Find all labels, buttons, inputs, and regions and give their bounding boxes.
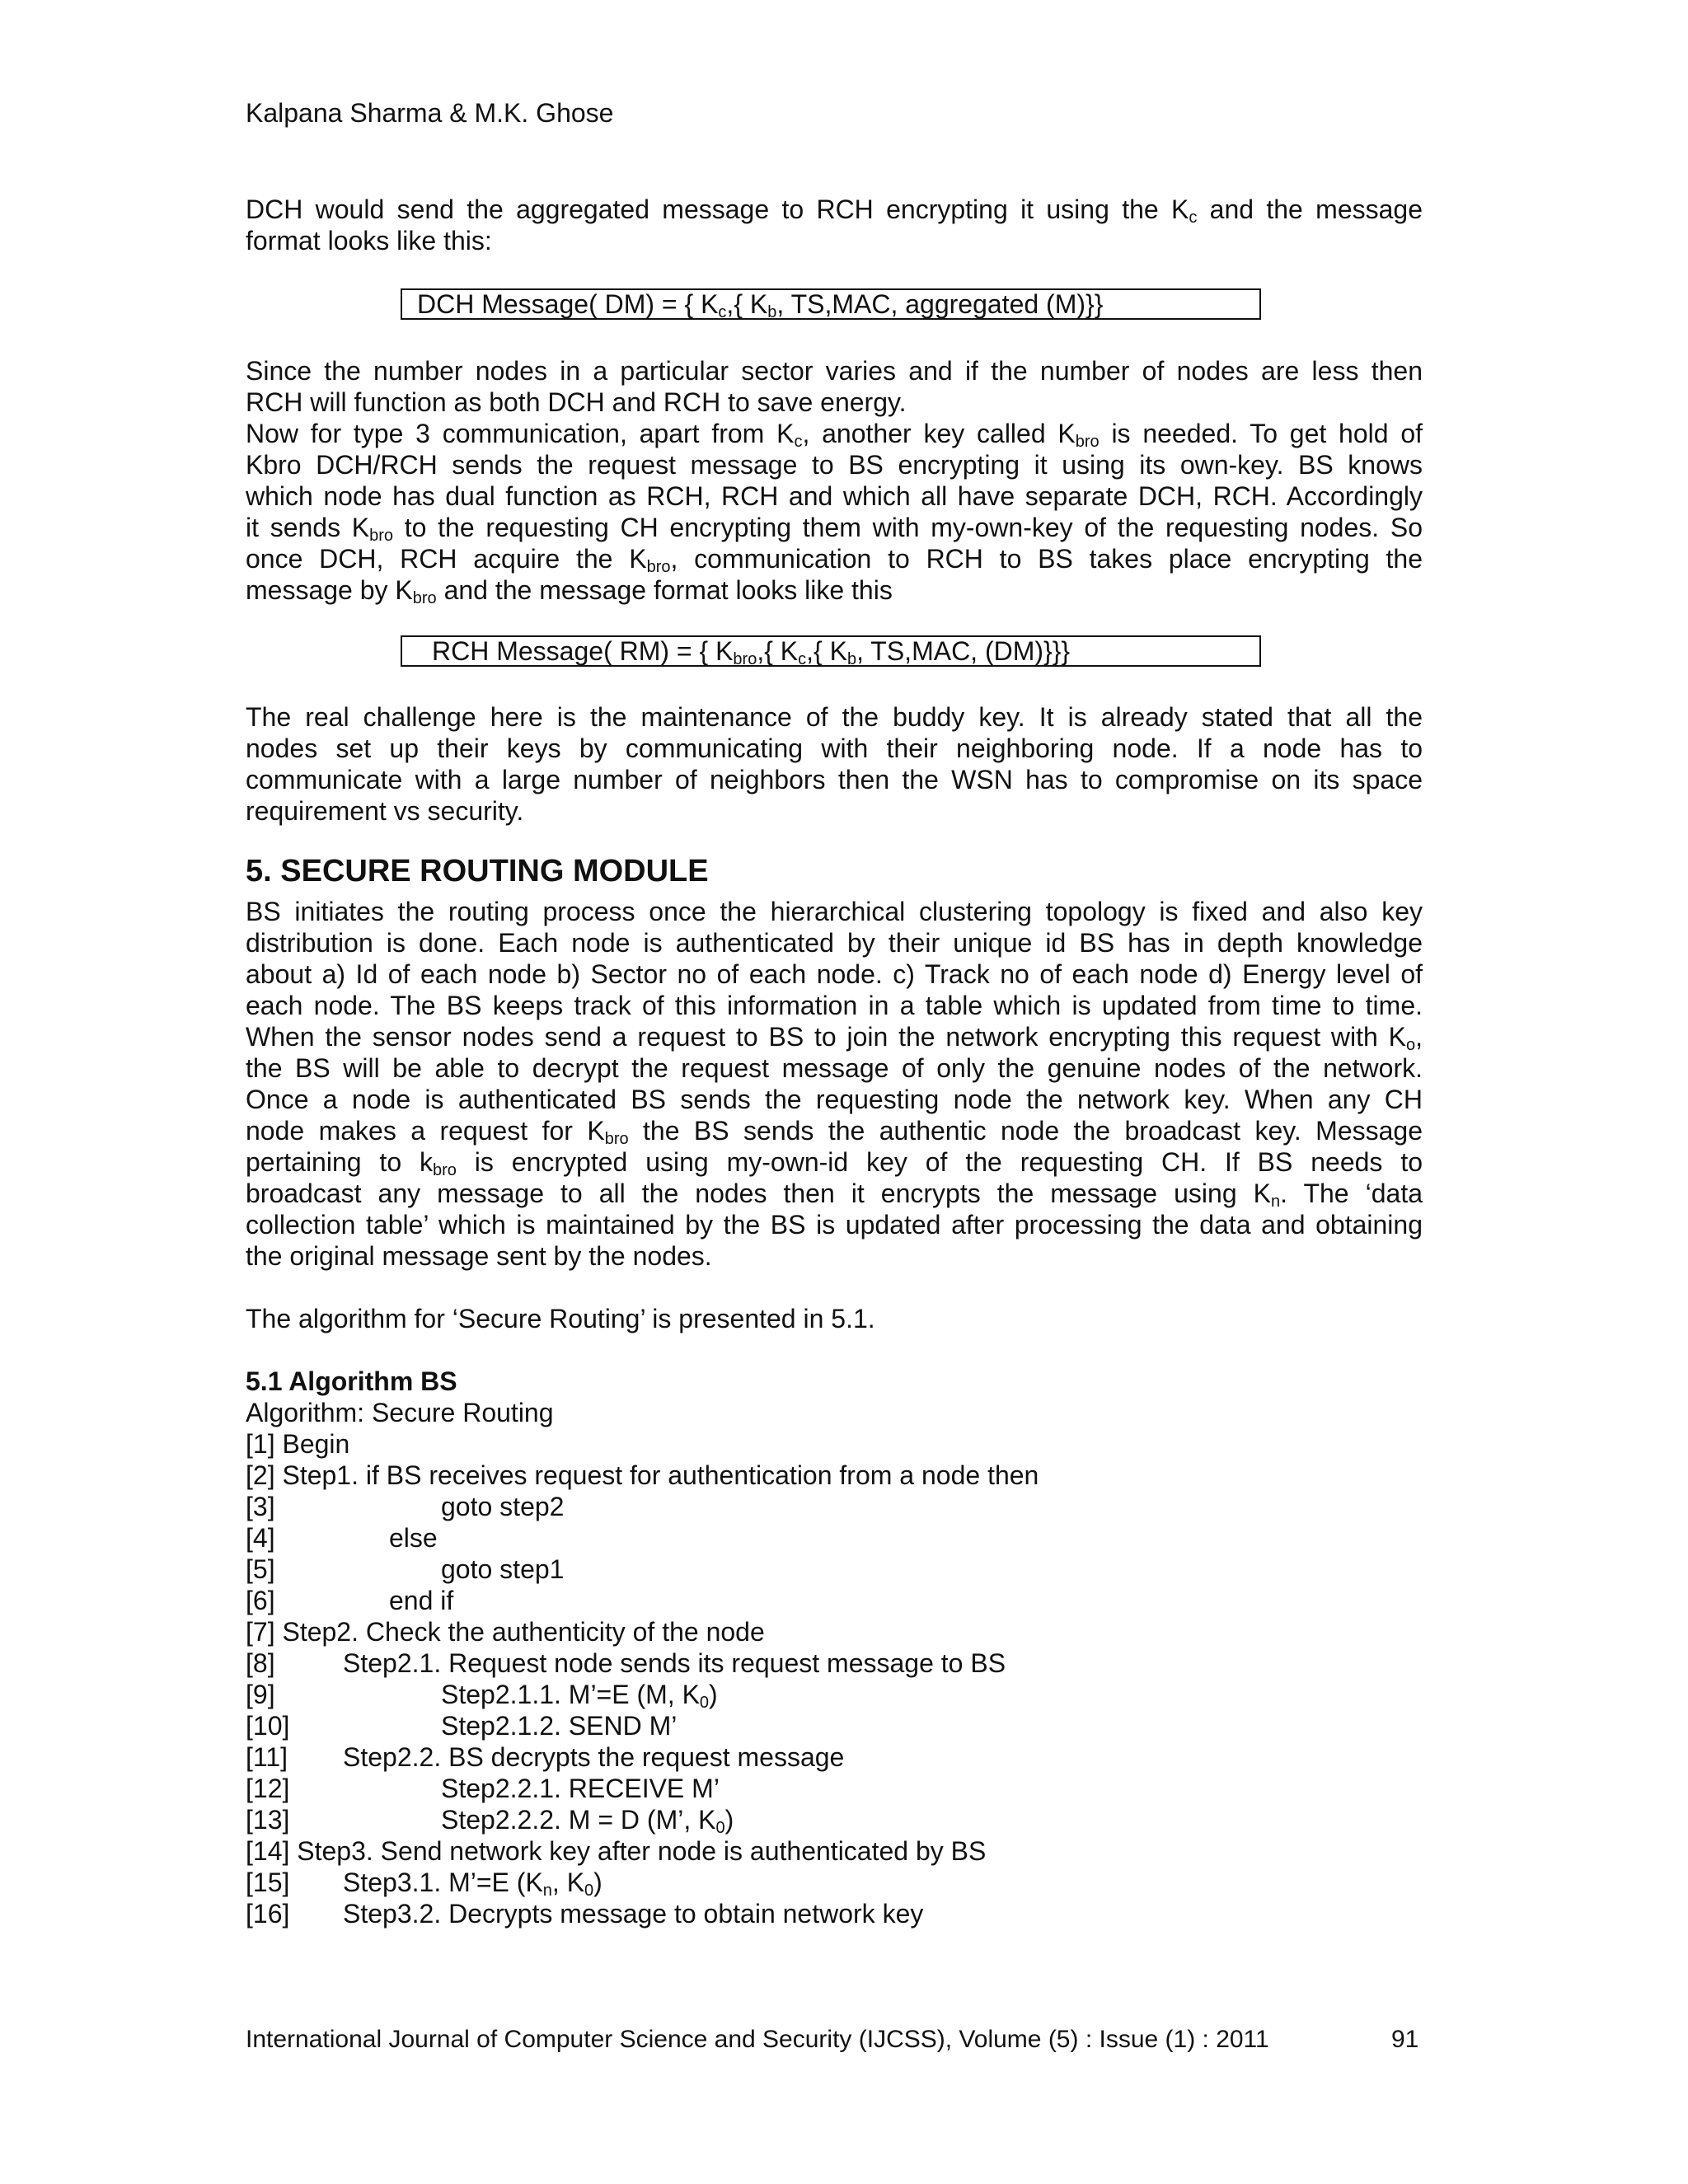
paragraph-line: each node. The BS keeps track of this information in a table which is updated from time to time. <box>246 991 1423 1020</box>
paragraph-line: communicate with a large number of neighbors then the WSN has to compromise on its space <box>246 765 1423 794</box>
paragraph-line: about a) Id of each node b) Sector no of each node. c) Track no of each node d) Energy level of <box>246 959 1423 989</box>
algorithm-line: Step2.2. BS decrypts the request message <box>343 1742 845 1772</box>
algorithm-line: [14] Step3. Send network key after node is authenticated by BS <box>246 1836 987 1866</box>
line-number: [4] <box>246 1523 275 1553</box>
line-number: [9] <box>246 1680 275 1709</box>
line-number: [11] <box>246 1742 288 1772</box>
paragraph-line: Since the number nodes in a particular sector varies and if the number of nodes are less then <box>246 356 1423 386</box>
algorithm-line: Step2.2.2. M = D (M’, $K_0$) <box>441 1805 734 1837</box>
line-number: [3] <box>246 1492 275 1521</box>
algorithm-line: [2] Step1. if BS receives request for authentication from a node then <box>246 1460 1039 1490</box>
algorithm-line: goto step1 <box>441 1554 565 1584</box>
algorithm-line: else <box>389 1523 438 1553</box>
paragraph-line: message by $K_{bro}$ and the message format looks like this <box>246 575 893 607</box>
algorithm-line: end if <box>389 1586 454 1615</box>
paragraph-line: format looks like this: <box>246 226 492 255</box>
paragraph-line: nodes set up their keys by communicating with their neighboring node. If a node has to <box>246 733 1423 763</box>
paragraph-line: distribution is done. Each node is authenticated by their unique id BS has in depth knowledge <box>246 928 1423 958</box>
paragraph-line: once DCH, RCH acquire the $K_{bro}$, communication to RCH to BS takes place encrypting the <box>246 544 1423 576</box>
paragraph-line: pertaining to $k_{bro}$ is encrypted using my-own-id key of the requesting CH. If BS needs to <box>246 1147 1423 1179</box>
paragraph-line: BS initiates the routing process once the hierarchical clustering topology is fixed and also key <box>246 897 1423 926</box>
paragraph-line: Now for type 3 communication, apart from $K_c$, another key called $K_{bro}$ is needed. To get hold of <box>246 419 1423 451</box>
paragraph-line: Kbro DCH/RCH sends the request message to BS encrypting it using its own-key. BS knows <box>246 450 1423 480</box>
algorithm-line: goto step2 <box>441 1492 565 1521</box>
algorithm-line: Step2.1.1. M’=E (M, $K_0$) <box>441 1680 718 1712</box>
paragraph-line: the BS will be able to decrypt the request message of only the genuine nodes of the network. <box>246 1053 1423 1083</box>
algorithm-line: Step3.1. M’=E ($K_n$, $K_0$) <box>343 1868 603 1900</box>
paragraph-line: the original message sent by the nodes. <box>246 1241 712 1271</box>
paragraph-line: broadcast any message to all the nodes then it encrypts the message using $K_n$. The ‘data <box>246 1179 1423 1211</box>
line-number: [13] <box>246 1805 290 1835</box>
line-number: [15] <box>246 1868 290 1897</box>
algorithm-line: Step2.1. Request node sends its request message to BS <box>343 1648 1006 1678</box>
paragraph-line: The algorithm for ‘Secure Routing’ is presented in 5.1. <box>246 1304 875 1333</box>
paragraph-line: which node has dual function as RCH, RCH and which all have separate DCH, RCH. Accordingly <box>246 481 1423 511</box>
line-number: [10] <box>246 1711 290 1741</box>
running-header: Kalpana Sharma & M.K. Ghose <box>246 98 614 128</box>
line-number: [6] <box>246 1586 275 1615</box>
algorithm-title: Algorithm: Secure Routing <box>246 1398 554 1427</box>
paragraph-line: requirement vs security. <box>246 796 524 826</box>
footer-journal: International Journal of Computer Science and Security (IJCSS), Volume (5) : Issue (1) : 2011 <box>246 2026 1269 2053</box>
page-number: 91 <box>1391 2026 1419 2053</box>
paragraph-line: node makes a request for $K_{bro}$ the BS sends the authentic node the broadcast key. Message <box>246 1116 1423 1148</box>
paragraph-line: RCH will function as both DCH and RCH to save energy. <box>246 387 907 417</box>
line-number: [16] <box>246 1899 290 1929</box>
rch-message-format-box: RCH Message( RM) = { $K_{bro}$,{ $K_c$,{ $K_b$, TS,MAC, (DM)}}} <box>401 635 1261 667</box>
paragraph-line: Once a node is authenticated BS sends the requesting node the network key. When any CH <box>246 1085 1423 1114</box>
paragraph-line: DCH would send the aggregated message to RCH encrypting it using the $K_c$ and the message <box>246 194 1423 227</box>
algorithm-line: Step2.1.2. SEND M’ <box>441 1711 678 1741</box>
subsection-heading: 5.1 Algorithm BS <box>246 1366 457 1396</box>
section-heading: 5. SECURE ROUTING MODULE <box>246 854 709 888</box>
paragraph-line: When the sensor nodes send a request to BS to join the network encrypting this request with $K_o$, <box>246 1022 1423 1054</box>
algorithm-line: Step3.2. Decrypts message to obtain network key <box>343 1899 924 1929</box>
paragraph-line: The real challenge here is the maintenance of the buddy key. It is already stated that all the <box>246 702 1423 732</box>
dch-message-format-box: DCH Message( DM) = { $K_c$,{ $K_b$, TS,MAC, aggregated (M)}} <box>401 288 1261 320</box>
paragraph-line: it sends $K_{bro}$ to the requesting CH encrypting them with my-own-key of the requesting nodes. So <box>246 513 1423 545</box>
line-number: [8] <box>246 1648 275 1678</box>
paragraph-line: collection table’ which is maintained by the BS is updated after processing the data and obtaining <box>246 1210 1423 1240</box>
line-number: [5] <box>246 1554 275 1584</box>
line-number: [12] <box>246 1774 290 1803</box>
algorithm-line: [7] Step2. Check the authenticity of the node <box>246 1617 765 1647</box>
algorithm-line: Step2.2.1. RECEIVE M’ <box>441 1774 720 1803</box>
algorithm-line: [1] Begin <box>246 1429 350 1459</box>
